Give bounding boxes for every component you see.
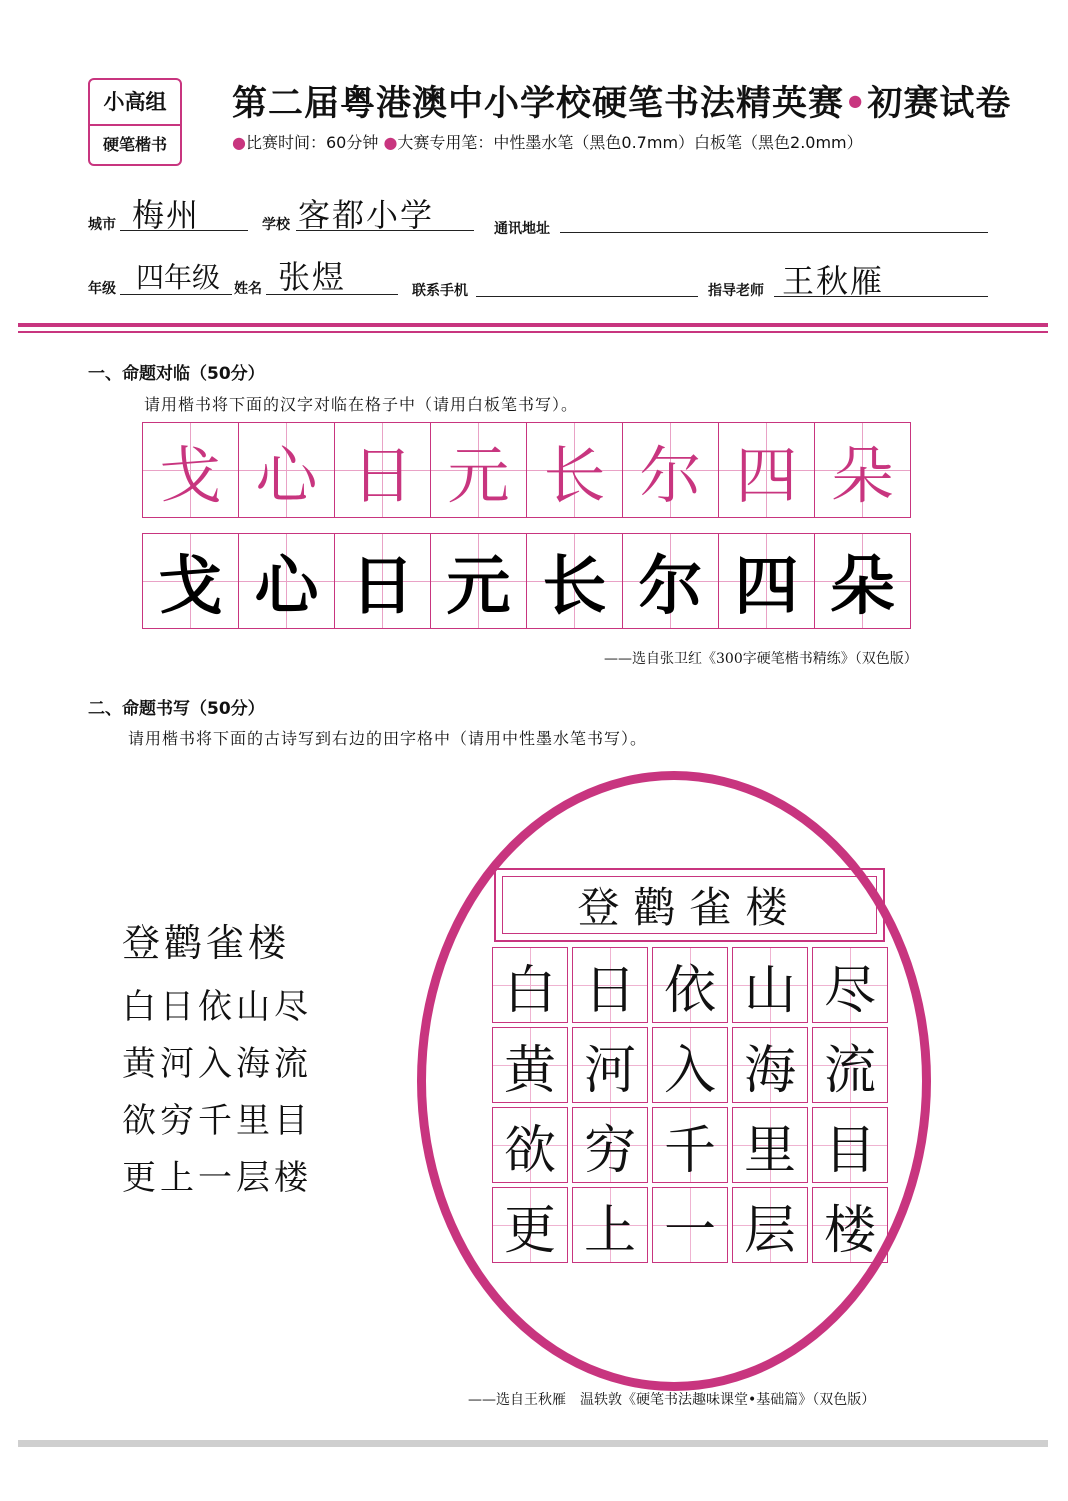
copy-cell[interactable]: 四 — [718, 533, 815, 629]
poem-source — [122, 912, 312, 1207]
style-label: 硬笔楷书 — [102, 135, 167, 154]
bullet-icon: ● — [383, 133, 398, 152]
grid-cell[interactable]: 依 — [652, 947, 728, 1023]
title-suffix: 初赛试卷 — [867, 84, 1012, 124]
copy-cell[interactable]: 元 — [430, 533, 527, 629]
exam-info — [232, 130, 863, 153]
section1-citation: ——选自张卫红《300字硬笔楷书精练》（双色版） — [604, 651, 918, 667]
model-cell: 朵 — [814, 422, 911, 518]
grid-cell[interactable]: 欲 — [492, 1107, 568, 1183]
model-cell: 尔 — [622, 422, 719, 518]
teacher-label: 指导老师 — [708, 283, 764, 299]
header-divider-thin — [18, 331, 1048, 333]
copy-cell[interactable]: 尔 — [622, 533, 719, 629]
exam-pens: 大赛专用笔：中性墨水笔（黑色0.7mm）白板笔（黑色2.0mm） — [397, 133, 863, 152]
grid-cell[interactable]: 一 — [652, 1187, 728, 1263]
grid-cell[interactable]: 层 — [732, 1187, 808, 1263]
city-label: 城市 — [88, 217, 116, 233]
grid-cell[interactable]: 海 — [732, 1027, 808, 1103]
copy-cell[interactable]: 朵 — [814, 533, 911, 629]
model-char-row — [142, 422, 910, 518]
title-dot: • — [844, 84, 868, 124]
page-title — [232, 76, 1011, 126]
group-label: 小高组 — [90, 80, 180, 126]
title-main: 第二届粤港澳中小学校硬笔书法精英赛 — [232, 84, 845, 124]
poem-line: 黄河入海流 — [122, 1044, 312, 1084]
grid-cell[interactable]: 上 — [572, 1187, 648, 1263]
grid-cell[interactable]: 目 — [812, 1107, 888, 1183]
poem-line: 欲穷千里目 — [122, 1101, 312, 1141]
city-field[interactable]: 梅州 — [132, 196, 201, 234]
header-divider — [18, 323, 1048, 327]
copy-cell[interactable]: 戈 — [142, 533, 239, 629]
grid-cell[interactable]: 千 — [652, 1107, 728, 1183]
copy-cell[interactable]: 心 — [238, 533, 335, 629]
teacher-field[interactable]: 王秋雁 — [782, 262, 885, 300]
school-field[interactable]: 客都小学 — [298, 196, 435, 234]
poem-line: 白日依山尽 — [122, 987, 312, 1027]
grid-cell[interactable]: 楼 — [812, 1187, 888, 1263]
written-title: 登鹳雀楼 — [577, 883, 802, 932]
grid-row — [492, 1107, 892, 1183]
grid-cell[interactable]: 流 — [812, 1027, 888, 1103]
grid-cell[interactable]: 入 — [652, 1027, 728, 1103]
group-badge — [88, 78, 182, 166]
name-field[interactable]: 张煜 — [278, 258, 347, 296]
grid-cell[interactable]: 黄 — [492, 1027, 568, 1103]
poem-line: 更上一层楼 — [122, 1158, 312, 1198]
phone-label: 联系手机 — [412, 283, 468, 299]
grid-cell[interactable]: 日 — [572, 947, 648, 1023]
copy-cell[interactable]: 日 — [334, 533, 431, 629]
grid-cell[interactable]: 河 — [572, 1027, 648, 1103]
section2-heading: 二、命题书写（50分） — [88, 699, 265, 719]
bullet-icon: ● — [232, 133, 246, 152]
grid-cell[interactable]: 里 — [732, 1107, 808, 1183]
model-cell: 长 — [526, 422, 623, 518]
grid-row — [492, 1027, 892, 1103]
grade-label: 年级 — [88, 281, 116, 297]
grid-row — [492, 1187, 892, 1263]
poem-title: 登鹳雀楼 — [122, 921, 291, 965]
grid-cell[interactable]: 山 — [732, 947, 808, 1023]
section2-instruction: 请用楷书将下面的古诗写到右边的田字格中（请用中性墨水笔书写）。 — [128, 729, 648, 748]
school-label: 学校 — [262, 217, 290, 233]
exam-time: 比赛时间：60分钟 — [245, 133, 379, 152]
grid-cell[interactable]: 尽 — [812, 947, 888, 1023]
model-cell: 戈 — [142, 422, 239, 518]
model-cell: 心 — [238, 422, 335, 518]
grade-field[interactable]: 四年级 — [136, 261, 221, 294]
model-cell: 四 — [718, 422, 815, 518]
copy-cell[interactable]: 长 — [526, 533, 623, 629]
grid-row — [492, 947, 892, 1023]
phone-field[interactable] — [476, 296, 698, 297]
tianzige-grid — [492, 947, 892, 1267]
section2-citation: ——选自王秋雁 温轶敦《硬笔书法趣味课堂•基础篇》（双色版） — [468, 1392, 876, 1408]
section1-heading: 一、命题对临（50分） — [88, 364, 265, 384]
grid-cell[interactable]: 白 — [492, 947, 568, 1023]
written-title-box[interactable] — [494, 868, 885, 942]
footer-bar — [18, 1440, 1048, 1447]
grid-cell[interactable]: 更 — [492, 1187, 568, 1263]
section1-instruction: 请用楷书将下面的汉字对临在格子中（请用白板笔书写）。 — [144, 395, 579, 414]
grid-cell[interactable]: 穷 — [572, 1107, 648, 1183]
address-field[interactable] — [560, 232, 988, 233]
name-label: 姓名 — [234, 281, 262, 297]
model-cell: 日 — [334, 422, 431, 518]
copy-char-row — [142, 533, 910, 629]
address-label: 通讯地址 — [494, 221, 550, 237]
model-cell: 元 — [430, 422, 527, 518]
